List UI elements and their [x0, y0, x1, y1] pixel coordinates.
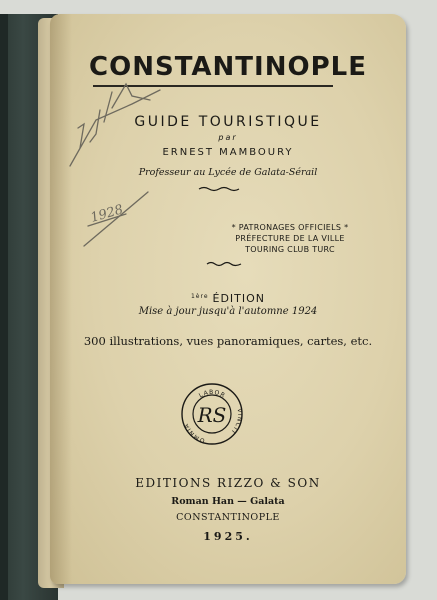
author-name: ERNEST MAMBOURY [162, 147, 294, 158]
seal-monogram: RS [197, 403, 227, 427]
publication-year: 1925. [203, 530, 253, 543]
seal-motto-top: LABOR [197, 388, 227, 400]
update-note: Mise à jour jusqu'à l'automne 1924 [138, 306, 318, 317]
patronage-heading: * PATRONAGES OFFICIELS * [231, 223, 349, 232]
publisher-name: EDITIONS RIZZO & SON [135, 476, 321, 490]
seal-motto-right: VINCIT [228, 408, 244, 436]
author-title: Professeur au Lycée de Galata-Sérail [138, 167, 318, 178]
book-subtitle: GUIDE TOURISTIQUE [134, 114, 322, 130]
patronage-touring-club: TOURING CLUB TURC [245, 245, 335, 254]
edition-number: 1ère [190, 293, 209, 300]
publisher-city: CONSTANTINOPLE [176, 512, 280, 523]
pencil-year: 1928 [88, 202, 125, 226]
illustrations-note: 300 illustrations, vues panoramiques, cartes, etc. [83, 334, 373, 348]
edition-word: ÉDITION [212, 292, 266, 305]
publisher-address: Roman Han — Galata [171, 496, 285, 507]
by-label: par [218, 133, 238, 142]
book-title: CONSTANTINOPLE [89, 52, 367, 82]
seal-motto-left: OMNIA [182, 421, 206, 444]
pencil-scribble-mark [70, 84, 160, 166]
patronage-prefecture: PRÉFECTURE DE LA VILLE [235, 234, 345, 243]
